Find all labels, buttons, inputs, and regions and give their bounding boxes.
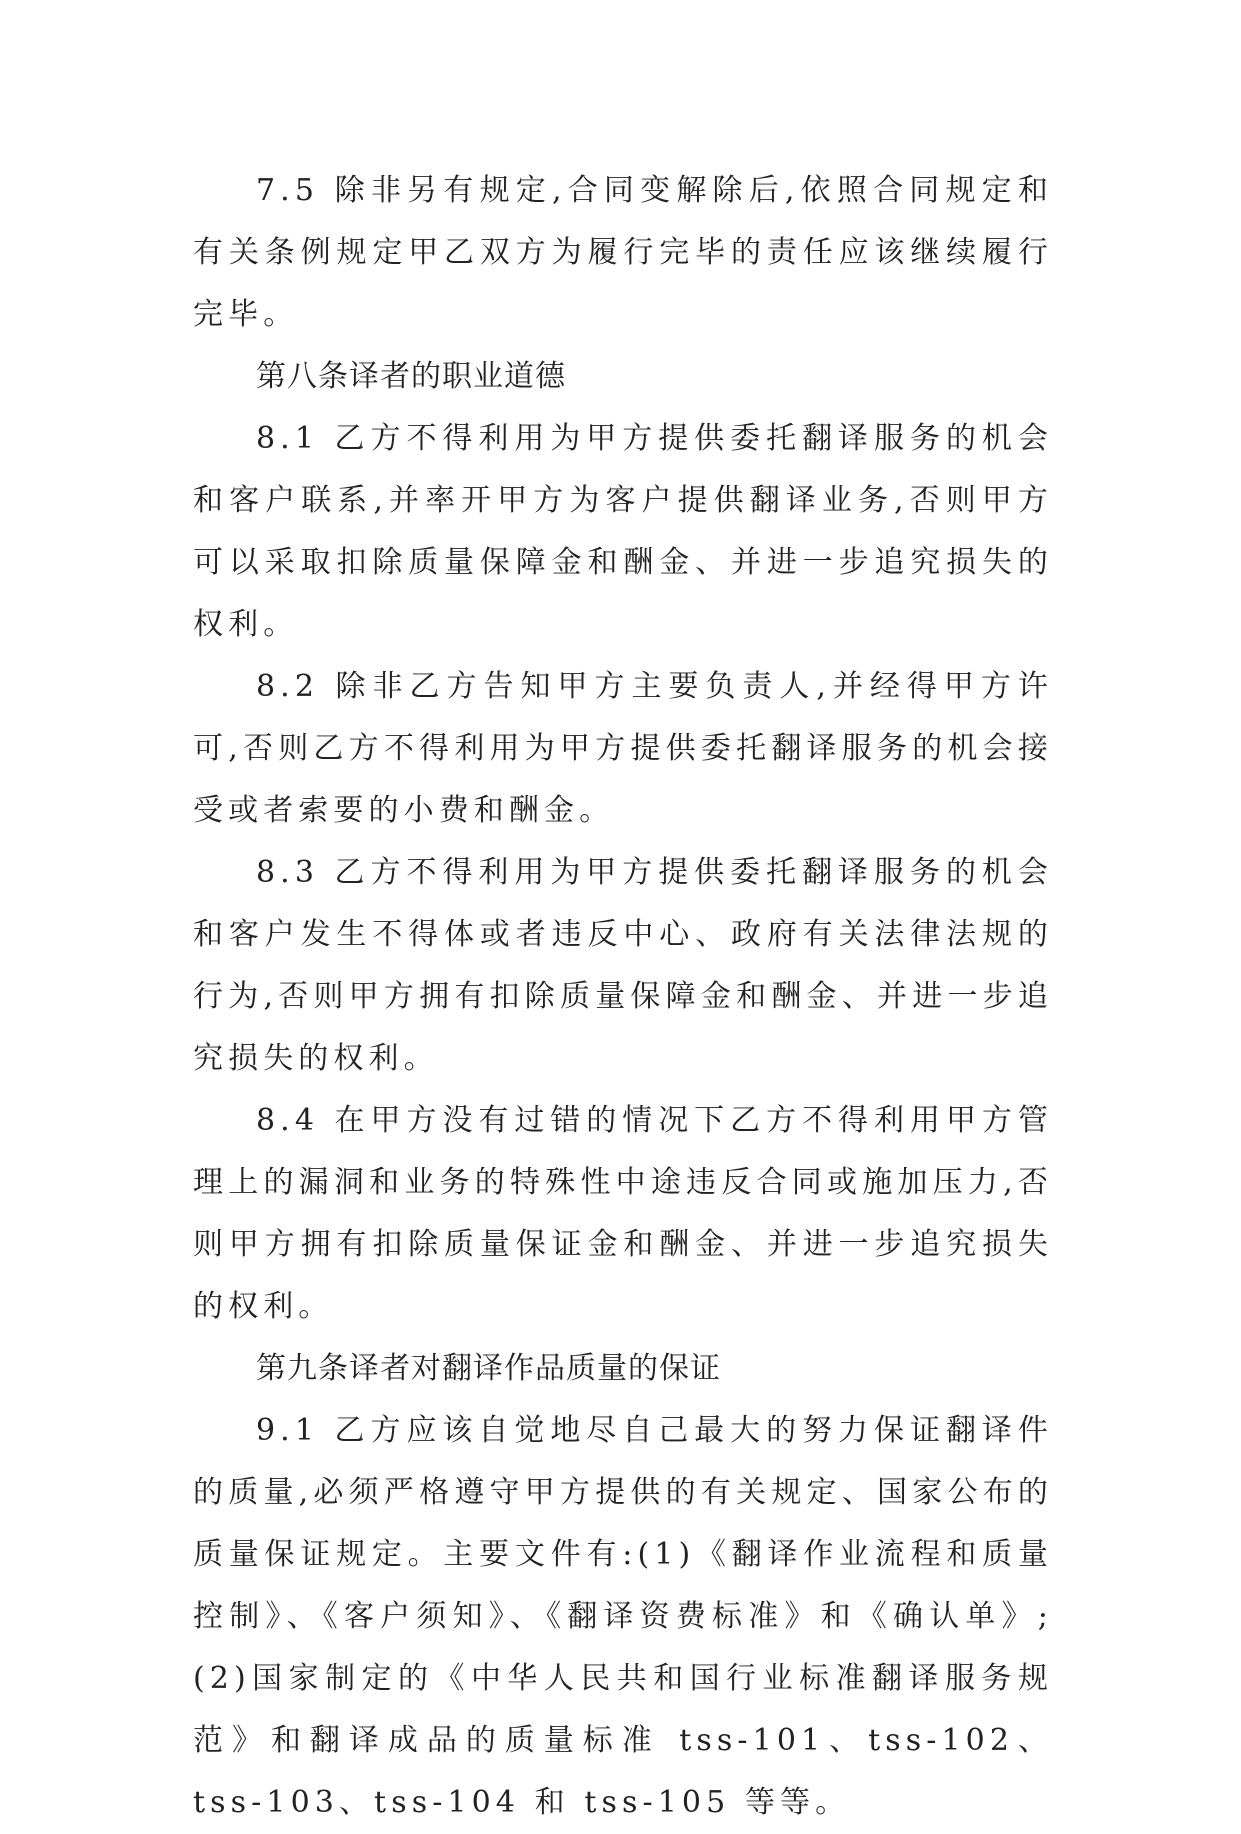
document-body bbox=[193, 160, 1053, 1834]
article-9-heading: 第九条译者对翻译作品质量的保证 bbox=[256, 1351, 721, 1386]
clause-8-1: 8.1 乙方不得利用为甲方提供委托翻译服务的机会和客户联系,并率开甲方为客户提供翻译业务,否则甲方可以采取扣除质量保障金和酬金、并进一步追究损失的权利。 bbox=[193, 421, 1053, 642]
clause-7-5: 7.5 除非另有规定,合同变解除后,依照合同规定和有关条例规定甲乙双方为履行完毕的责任应该继续履行完毕。 bbox=[193, 173, 1053, 332]
clause-9-1: 9.1 乙方应该自觉地尽自己最大的努力保证翻译件的质量,必须严格遵守甲方提供的有关规定、国家公布的质量保证规定。主要文件有:(1)《翻译作业流程和质量控制》、《客户须知》、《翻译资费标准》和《确认单》;(2)国家制定的《中华人民共和国行业标准翻译服务规范》和翻译成品的质量标准 tss-101、tss-102、tss-103、tss-104 和 tss-105 等等。 bbox=[193, 1413, 1053, 1820]
clause-8-2: 8.2 除非乙方告知甲方主要负责人,并经得甲方许可,否则乙方不得利用为甲方提供委托翻译服务的机会接受或者索要的小费和酬金。 bbox=[193, 669, 1053, 828]
article-8-heading: 第八条译者的职业道德 bbox=[256, 359, 566, 394]
clause-8-3: 8.3 乙方不得利用为甲方提供委托翻译服务的机会和客户发生不得体或者违反中心、政府有关法律法规的行为,否则甲方拥有扣除质量保障金和酬金、并进一步追究损失的权利。 bbox=[193, 855, 1053, 1076]
clause-8-4: 8.4 在甲方没有过错的情况下乙方不得利用甲方管理上的漏洞和业务的特殊性中途违反合同或施加压力,否则甲方拥有扣除质量保证金和酬金、并进一步追究损失的权利。 bbox=[193, 1103, 1053, 1324]
